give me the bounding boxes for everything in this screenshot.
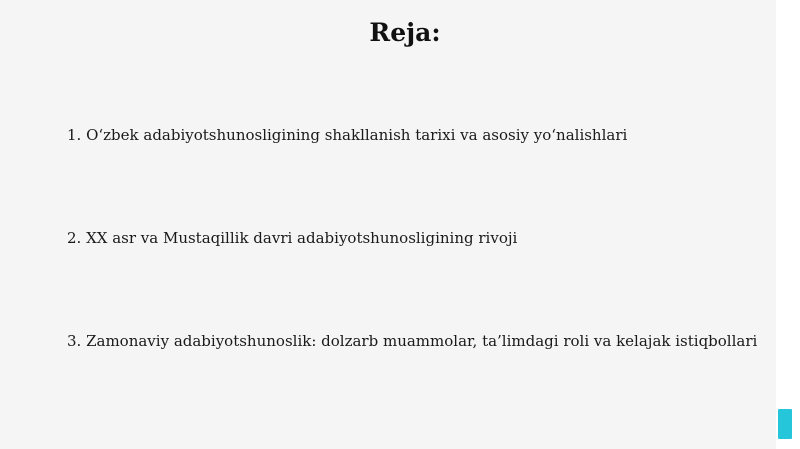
plan-item-1: 1. O‘zbek adabiyotshunosligining shakllanish tarixi va asosiy yo‘nalishlari bbox=[67, 126, 628, 144]
scrollbar-track[interactable] bbox=[776, 0, 800, 449]
slide-title: Reja: bbox=[369, 18, 441, 47]
plan-item-3: 3. Zamonaviy adabiyotshunoslik: dolzarb muammolar, ta’limdagi roli va kelajak istiqbollari bbox=[67, 332, 758, 350]
plan-item-2: 2. XX asr va Mustaqillik davri adabiyotshunosligining rivoji bbox=[67, 229, 518, 247]
scrollbar-thumb[interactable] bbox=[778, 409, 792, 439]
